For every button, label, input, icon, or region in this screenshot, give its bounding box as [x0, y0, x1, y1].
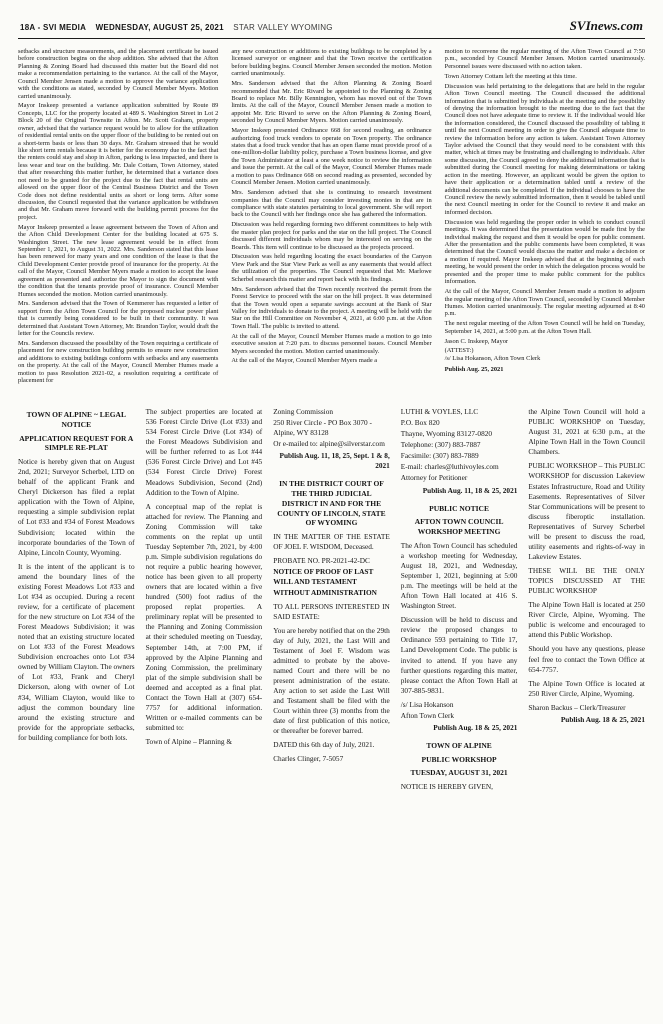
body-paragraph: TO ALL PERSONS INTERESTED IN SAID ESTATE: — [273, 601, 390, 621]
body-paragraph: The Alpine Town Office is located at 250 River Circle, Alpine, Wyoming. — [528, 678, 645, 698]
address-line: Zoning Commission — [273, 407, 333, 417]
body-paragraph: Notice is hereby given that on August 2nd, 2021; Surveyor Scherbel, LTD on behalf of the applicant Frank and Cheryl Dickerson has filed a replat application with the Town of Alpine, requesting a simple subdivision replat of Lot #33 and #34 of Forest Meadows Subdivision; located within the incorporate boundaries of the Town of Alpine, Lincoln County, Wyoming. — [18, 457, 135, 557]
address-line: Town of Alpine – Planning & — [145, 737, 233, 747]
body-paragraph: At the call of the Mayor, Council Member Humes made a motion to go into executive session at 7:20 p.m. to discuss personnel issues. Council Member Myers seconded the motion. Motion carried unanimously. — [231, 332, 432, 355]
body-paragraph: Discussion was held regarding the proper order in which to conduct council meetings. It was determined that the presentation would be made first by the individual making the request and then it would be open for public comment. After the presentation and the public comments have been completed, it was determined that the Council would discuss the matter and make a decision or a motion if required. Mayor Inskeep advised that at the beginning of each meeting, he would present the order in which the delegation process would be presented and the proper time to make public comment for the publics information. — [444, 218, 645, 286]
body-paragraph: motion to reconvene the regular meeting of the Afton Town Council at 7:50 p.m., seconded by Council Member Jensen. Motion carried unanimously. Personnel issues were discussed with no action taken. — [444, 48, 645, 70]
masthead — [18, 10, 645, 39]
body-paragraph: Should you have any questions, please feel free to contact the Town Office at 654-7757. — [528, 644, 645, 674]
address-line: LUTHI & VOYLES, LLC — [400, 407, 479, 417]
address-line: /s/ Lisa Hokanson — [400, 699, 454, 709]
body-paragraph: THESE WILL BE THE ONLY TOPICS DISCUSSED AT THE PUBLIC WORKSHOP — [528, 566, 645, 596]
body-paragraph: Mrs. Sanderson advised that she is continuing to research investment companies that the Council may consider investing monies in that are in compliance with state statutes pertaining to local government. She will report back to the Council with her findings once she has gathered the information. — [231, 189, 432, 219]
notice-subheading: NOTICE OF PROOF OF LAST WILL AND TESTAMENT WITHOUT ADMINISTRATION — [273, 567, 377, 597]
newspaper-column — [401, 407, 518, 796]
notice-heading: TUESDAY, AUGUST 31, 2021 — [410, 768, 508, 778]
body-paragraph: IN THE MATTER OF THE ESTATE OF JOEL F. WISDOM, Deceased. — [273, 532, 390, 552]
newspaper-column — [146, 407, 263, 748]
issue-date: WEDNESDAY, AUGUST 25, 2021 — [95, 23, 224, 32]
notice-heading: IN THE DISTRICT COURT OF THE THIRD JUDICIAL DISTRICT IN AND FOR THE COUNTY OF LINCOLN, STATE OF WYOMING — [277, 479, 386, 528]
body-paragraph: setbacks and structure measurements, and the placement certificate be issued before construction begins on the shop addition. She advised that the Afton Planning & Zoning Board had discussed this matter but the Board did not make a recommendation pertaining to the variance. At the call of the Mayor, Council Member Jensen made a motion to approve the variance application with the conditions as stated, seconded by Council Member Myers. Motion carried unanimously. — [18, 48, 219, 100]
body-paragraph: Mrs. Sanderson discussed the possibility of the Town requiring a certificate of placement for new construction building permits to ensure new construction and additions to existing buildings conform with setbacks and any easements on the property. At the call of the Mayor, Council Member Humes made a motion to pass Resolution 2021-02, a resolution requiring a certificate of placement for — [18, 340, 219, 385]
publication-location: STAR VALLEY WYOMING — [233, 23, 333, 32]
body-paragraph: Discussion will be held to discuss and review the proposed changes to Ordinance 593 pertaining to Title 17, Land Development Code. The public is invited to attend. If you have any further questions regarding this matter, please contact the Afton Town Hall at 307-885-9831. — [400, 615, 518, 695]
newspaper-column — [231, 48, 431, 367]
publish-date-line: Publish Aug. 18 & 25, 2021 — [433, 722, 518, 732]
body-paragraph: Discussion was held pertaining to the delegations that are held in the regular Afton Town Council meeting. The Council discussed the additional information that is submitted by individuals at the meeting and the possibility of denying the information brought to the meeting due to the fact that the Council does not have adequate time to review it. If the individual would like the information considered, the Council discussed the possibility of tabling it until the next Council meeting in order to give the Council adequate time to review the information before any action is taken. Assistant Town Attorney Taylor advised the Council that they would need to be consistent with this matter, which at times may be frustrating and challenging to individuals. After some discussion, the Council agreed to deny the additional information that is submitted during the Council meeting for making determinations or taking action in the meeting. However, an applicant would be given the option to have their application or a determination tabled until a review of the additional documents can be completed. If the individual chooses to have the Council review the newly submitted information, then it would be tabled until the next Council meeting in order for the Council to review it and make an informed decision. — [444, 82, 645, 216]
address-line: Charles Clinger, 7-5057 — [273, 754, 344, 764]
body-paragraph: Mrs. Sanderson advised that the Afton Planning & Zoning Board recommended that Mr. Eric Rivard be appointed to the Planning & Zoning Board to replace Mr. Billy Kennington, whom has moved out of the Town limits. At the call of the Mayor, Council Member Jensen made a motion to appoint Mr. Eric Rivard to serve on the Afton Planning & Zoning Board, seconded by Council Member Myers. Motion carried unanimously. — [231, 80, 432, 125]
body-paragraph: PUBLIC WORKSHOP – This PUBLIC WORKSHOP for discussion Lakeview Estates Infrastructure, Road and Utility Easements. Representatives of Silver Star Communications will be present to discuss fiberoptic installation. Representatives of Survey Scherbel will be present to discuss the road, utility easements and rights-of-way in Lakeview Estates. — [528, 461, 645, 561]
body-paragraph: Mrs. Sanderson advised that the Town of Kemmerer has requested a letter of support from the Afton Town Council for the proposed nuclear power plant that is currently being considered to be built in their community. It was determined that Assistant Town Attorney, Mr. Brandon Taylor, would draft the letter for the Councils review. — [18, 300, 219, 338]
body-paragraph: At the call of the Mayor, Council Member Jensen made a motion to adjourn the regular meeting of the Afton Town Council, seconded by Council Member Humes. Motion carried unanimously. The regular meeting adjourned at 8:40 p.m. — [444, 288, 645, 318]
publish-date-line: Publish Aug. 18 & 25, 2021 — [560, 714, 645, 724]
address-line: Jason C. Inskeep, Mayor — [444, 337, 509, 345]
council-minutes-section — [18, 48, 645, 387]
body-paragraph: Mayor Inskeep presented a lease agreement between the Town of Afton and the Afton Child Development Center for the building located at 675 S. Washington Street. The new lease agreement would be in effect from September 1, 2021, to August 31, 2022. Mrs. Sanderson stated that this lease has been renewed for many years and one condition of the lease is that the Child Development Center provide proof of insurance for the property. At the call of the Mayor, Council Member Myers made a motion to accept the lease agreement as presented and authorize the Mayor to sign the document with the condition that the tenants provide proof of insurance. Council Member Humes seconded the motion. Motion carried unanimously. — [18, 223, 219, 298]
address-line: Attorney for Petitioner — [400, 473, 468, 483]
body-paragraph: The subject properties are located at 536 Forest Circle Drive (Lot #33) and 534 Forest Circle Drive (Lot #34) of the Forest Meadows Subdivision and will be further referred to as Lot #44 (536 Forest Circle Drive) and Lot #45 (534 Forest Circle Drive) Forest Meadows Subdivision, Second (2nd) Addition to the Town of Alpine. — [145, 407, 263, 497]
newspaper-column — [445, 48, 645, 376]
address-line: E-mail: charles@luthivoyles.com — [400, 462, 499, 472]
legal-notices-section — [18, 407, 645, 796]
body-paragraph: You are hereby notified that on the 29th day of July, 2021, the Last Will and Testament of Joel F. Wisdom was admitted to probate by the above-named Court and there will be no present administration of the estate. Any action to set aside the Last Will and Testament shall be filed with the Court within three (3) months from the date of first publication of this notice, or thereafter be forever barred. — [273, 625, 390, 736]
newspaper-column — [528, 407, 645, 733]
body-paragraph: Mayor Inskeep presented a variance application submitted by Route 89 Concepts, LLC for the property located at 489 S. Washington Street in Lot 2 Block 20 of the Original Townsite in Afton. Mr. Scott Graham, property owner, advised that the variance request would be to allow for the utilization of residential rental units on the upper floor of the building to be rented out on a short-term basis or less than 30 days. Mr. Graham stressed that he would like short term rentals because it is better for the economy due to the fact that the renters could stay and shop in Afton, parking is less impacted, and there is less wear and tear on the building. Mr. Dale Cottam, Town Attorney, stated that after researching this matter further, he determined that a variance does not need to be granted for the project due to the fact that rental units are allowed on the upper floor of the Central Business District and the Town Code does not define residential units as short or long term. After some discussion, the Council requested that the variance application be withdrawn and that Mr. Graham move forward with the building permit process for the project. — [18, 102, 219, 221]
notice-heading: TOWN OF ALPINE — [426, 740, 492, 750]
address-line: 250 River Circle - PO Box 3070 - Alpine, WY 83128 — [273, 418, 372, 438]
address-line: Sharon Backus – Clerk/Treasurer — [528, 702, 626, 712]
body-paragraph: Mrs. Sanderson advised that the Town recently received the permit from the Forest Service to proceed with the star on the hill project. It was determined that the Town would open a separate savings account at the Bank of Star Valley for individuals to donate to the project. A meeting will be held with the Star on the Hill Committee on November 4, 2021, at 6:00 p.m. at the Afton Town Hall. The public is invited to attend. — [231, 285, 432, 330]
body-paragraph: Mayor Inskeep presented Ordinance 668 for second reading, an ordinance authorizing food truck vendors to operate on Town property. The ordinance states that a food truck vendor that has an open flame must provide proof of a one-million-dollar liability policy, purchase a Town business license, and give the Town Administrator at least a one week notice to review the information and issue the permit. At the call of the Mayor, Council Member Humes made a motion to pass Ordinance 668 on second reading as presented, seconded by Council Member Jensen. Motion carried unanimously. — [231, 127, 432, 187]
body-paragraph: Discussion was held regarding locating the exact boundaries of the Canyon View Park and the Star View Park as well as any easements that would affect the utilization of the properties. The Council requested that Mr. Marlowe Scherbel research this matter and report back with his findings. — [231, 253, 432, 283]
body-paragraph: NOTICE IS HEREBY GIVEN, — [400, 782, 493, 792]
body-paragraph: any new construction or additions to existing buildings to be completed by a licensed surveyor or engineer and that the Town receive the certification before building begins. Council Member Jensen seconded the motion. Motion carried unanimously. — [231, 48, 432, 78]
notice-heading: AFTON TOWN COUNCIL WORKSHOP MEETING — [414, 517, 504, 537]
notice-heading: TOWN OF ALPINE ~ LEGAL NOTICE — [26, 410, 126, 429]
body-paragraph: the Alpine Town Council will hold a PUBLIC WORKSHOP on Tuesday, August 31, 2021 at 6:30 p.m., at the Alpine Town Hall in the Town Council Chambers. — [528, 407, 645, 457]
address-line: Telephone: (307) 883-7887 — [400, 440, 481, 450]
notice-heading: PUBLIC WORKSHOP — [421, 754, 497, 764]
address-line: Or e-mailed to: alpine@silverstar.com — [273, 439, 385, 449]
address-line: /s/ Lisa Hokanson, Afton Town Clerk — [444, 355, 541, 363]
newspaper-column — [18, 48, 218, 387]
body-paragraph: Discussion was held regarding forming two different committees to help with the master plan project for parks and the star on the hill project. The Council discussed different individuals whom may be interested on serving on the Boards. This item will continue to be discussed as the projects proceed. — [231, 221, 432, 251]
publish-date-line: Publish Aug. 25, 2021 — [444, 365, 504, 373]
body-paragraph: The Afton Town Council has scheduled a workshop meeting for Wednesday, August 18, 2021, and Wednesday, September 1, 2021, beginning at 5:00 p.m. The meetings will be held at the Afton Town Hall located at 416 S. Washington Street. — [400, 540, 518, 611]
notice-heading: PUBLIC NOTICE — [429, 503, 489, 513]
page-number-label: 18A - SVI MEDIA — [20, 23, 87, 32]
body-paragraph: DATED this 6th day of July, 2021. — [273, 740, 375, 750]
address-line: PROBATE NO. PR-2021-42-DC — [273, 556, 370, 566]
body-paragraph: The Alpine Town Hall is located at 250 River Circle, Alpine, Wyoming. The public is welcome and encouraged to attend this Public Workshop. — [528, 600, 645, 640]
notice-heading: APPLICATION REQUEST FOR A SIMPLE RE-PLAT — [19, 433, 134, 453]
address-line: Facsimile: (307) 883-7889 — [400, 451, 479, 461]
masthead-left — [20, 23, 340, 32]
website-url: SVInews.com — [569, 18, 643, 33]
address-line: (ATTEST:) — [444, 346, 474, 354]
address-line: P.O. Box 820 — [400, 418, 440, 428]
address-line: Afton Town Clerk — [400, 710, 455, 720]
address-line: Thayne, Wyoming 83127-0820 — [400, 429, 493, 439]
body-paragraph: At the call of the Mayor, Council Member Myers made a — [231, 357, 378, 365]
publish-date-line: Publish Aug. 11, 18 & 25, 2021 — [422, 485, 518, 495]
newspaper-column — [18, 407, 135, 747]
body-paragraph: Town Attorney Cottam left the meeting at this time. — [444, 72, 577, 80]
newspaper-column — [273, 407, 390, 765]
body-paragraph: The next regular meeting of the Afton Town Council will be held on Tuesday, September 14, 2021, at 5:00 p.m. at the Afton Town Hall. — [444, 320, 645, 335]
body-paragraph: A conceptual map of the replat is attached for review. The Planning and Zoning Commission will take comments on the replat up until Tuesday September 7th, 2021, by 4:00 p.m. Simple subdivision regulations do not require a public hearing however, notice has been given to all property owners that are located within a five hundred (500) foot radius of the proposed replat properties. A preliminary replat will be presented to the Planning and Zoning Commission at their scheduled meeting on Tuesday, September 14th, at 7:00 PM, if approved by the Alpine Planning and Zoning Commission, the preliminary plat of the simple subdivision shall be deemed and accepted as a final plat. Contact the Town Hall at (307) 654-7757 for additional information. Written or e-mailed comments can be submitted to: — [145, 501, 263, 732]
body-paragraph: It is the intent of the applicant is to amend the boundary lines of the existing Forest Meadows Lot #33 and Lot #34 as occupied. During a recent review, for a certificate of placement for the new structure on Lot #34 of the Forest Meadows Subdivision; it was noted that an existing structure located on Lot #33 of the Forest Meadows Subdivision encroaches onto Lot #34 owned by William Clayton. The owners of Lot #33, Frank and Cheryl Dickerson, along with owner of Lot #34, William Clayton, would like to adjust the common boundary line around the existing structure and provide for the appropriate setbacks, for building compliance for both lots. — [18, 561, 135, 742]
publish-date-line: Publish Aug. 11, 18, 25, Sept. 1 & 8, 2021 — [279, 451, 390, 471]
